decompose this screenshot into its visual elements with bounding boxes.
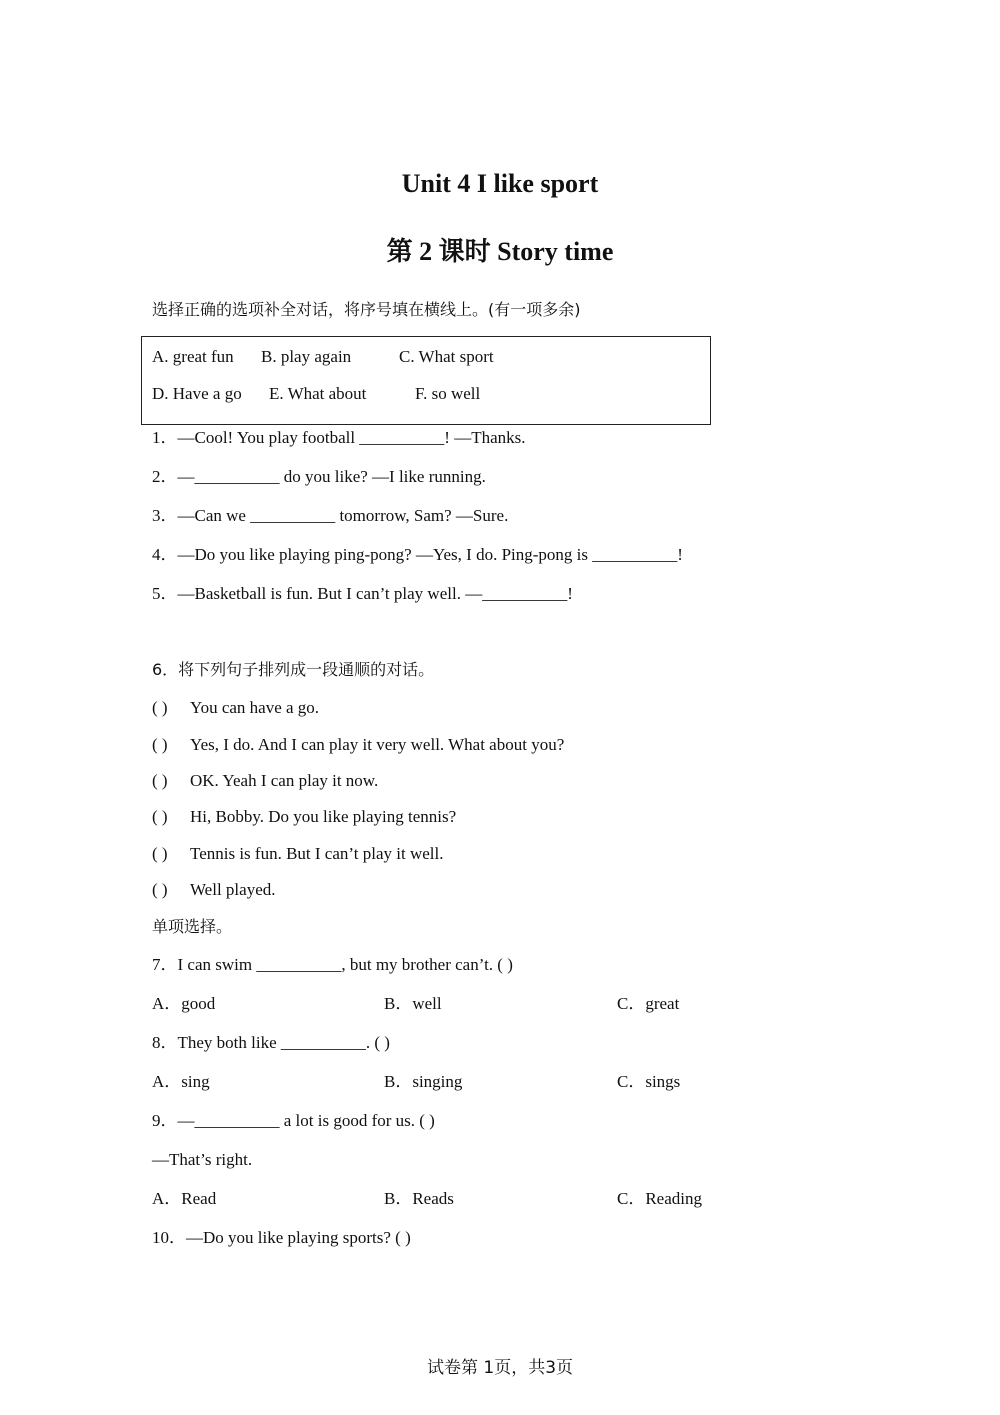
q7-choice-b: B．well (384, 994, 442, 1013)
answer-paren: ( ) (152, 880, 168, 899)
q7-choice-c: C．great (617, 994, 680, 1013)
ordering-sentence: You can have a go. (190, 698, 320, 717)
option-e: E. What about (269, 384, 367, 403)
q9-choice-a: A．Read (152, 1189, 217, 1208)
option-f: F. so well (415, 384, 481, 403)
page-title: Unit 4 I like sport (401, 169, 599, 198)
ordering-sentence: Well played. (190, 880, 276, 899)
ordering-sentence: Hi, Bobby. Do you like playing tennis? (190, 807, 457, 826)
ordering-sentence: OK. Yeah I can play it now. (190, 771, 379, 790)
ordering-item (152, 844, 443, 864)
question-3: 3．—Can we __________ tomorrow, Sam? —Sure. (152, 506, 509, 525)
q8-choice-b: B．singing (384, 1072, 463, 1091)
answer-paren: ( ) (152, 807, 168, 826)
question-4: 4．—Do you like playing ping-pong? —Yes, I do. Ping-pong is __________! (152, 545, 683, 564)
answer-paren: ( ) (152, 771, 168, 790)
ordering-item (152, 735, 564, 755)
answer-paren: ( ) (152, 844, 168, 863)
ordering-item (152, 807, 456, 827)
question-7: 7．I can swim __________, but my brother can’t. ( ) (152, 955, 513, 974)
section1-instruction: 选择正确的选项补全对话，将序号填在横线上。(有一项多余) (152, 300, 581, 319)
page-footer: 试卷第 1页，共3页 (426, 1358, 574, 1378)
question-2: 2．—__________ do you like? —I like running. (152, 467, 486, 486)
q9-choice-b: B．Reads (384, 1189, 454, 1208)
q7-choice-a: A．good (152, 994, 216, 1013)
answer-paren: ( ) (152, 735, 168, 754)
option-a: A. great fun (152, 347, 234, 366)
question-9: 9．—__________ a lot is good for us. ( ) (152, 1111, 435, 1130)
question-8: 8．They both like __________. ( ) (152, 1033, 390, 1052)
q8-choice-c: C．sings (617, 1072, 681, 1091)
question-10: 10．—Do you like playing sports? ( ) (152, 1228, 411, 1247)
q9-choice-c: C．Reading (617, 1189, 702, 1208)
question-1: 1．—Cool! You play football __________! —Thanks. (152, 428, 526, 447)
q8-choice-a: A．sing (152, 1072, 210, 1091)
q9-answer-line: —That’s right. (152, 1150, 253, 1169)
ordering-sentence: Yes, I do. And I can play it very well. What about you? (190, 735, 565, 754)
option-d: D. Have a go (152, 384, 242, 403)
option-b: B. play again (261, 347, 352, 366)
option-c: C. What sport (399, 347, 494, 366)
ordering-item (152, 880, 276, 900)
ordering-item (152, 771, 378, 791)
ordering-item (152, 698, 319, 718)
section2-instruction: 6．将下列句子排列成一段通顺的对话。 (152, 660, 435, 679)
section3-instruction: 单项选择。 (152, 917, 233, 936)
ordering-sentence: Tennis is fun. But I can’t play it well. (190, 844, 444, 863)
question-5: 5．—Basketball is fun. But I can’t play well. —__________! (152, 584, 573, 603)
answer-paren: ( ) (152, 698, 168, 717)
page-subtitle: 第 2 课时 Story time (386, 237, 614, 266)
